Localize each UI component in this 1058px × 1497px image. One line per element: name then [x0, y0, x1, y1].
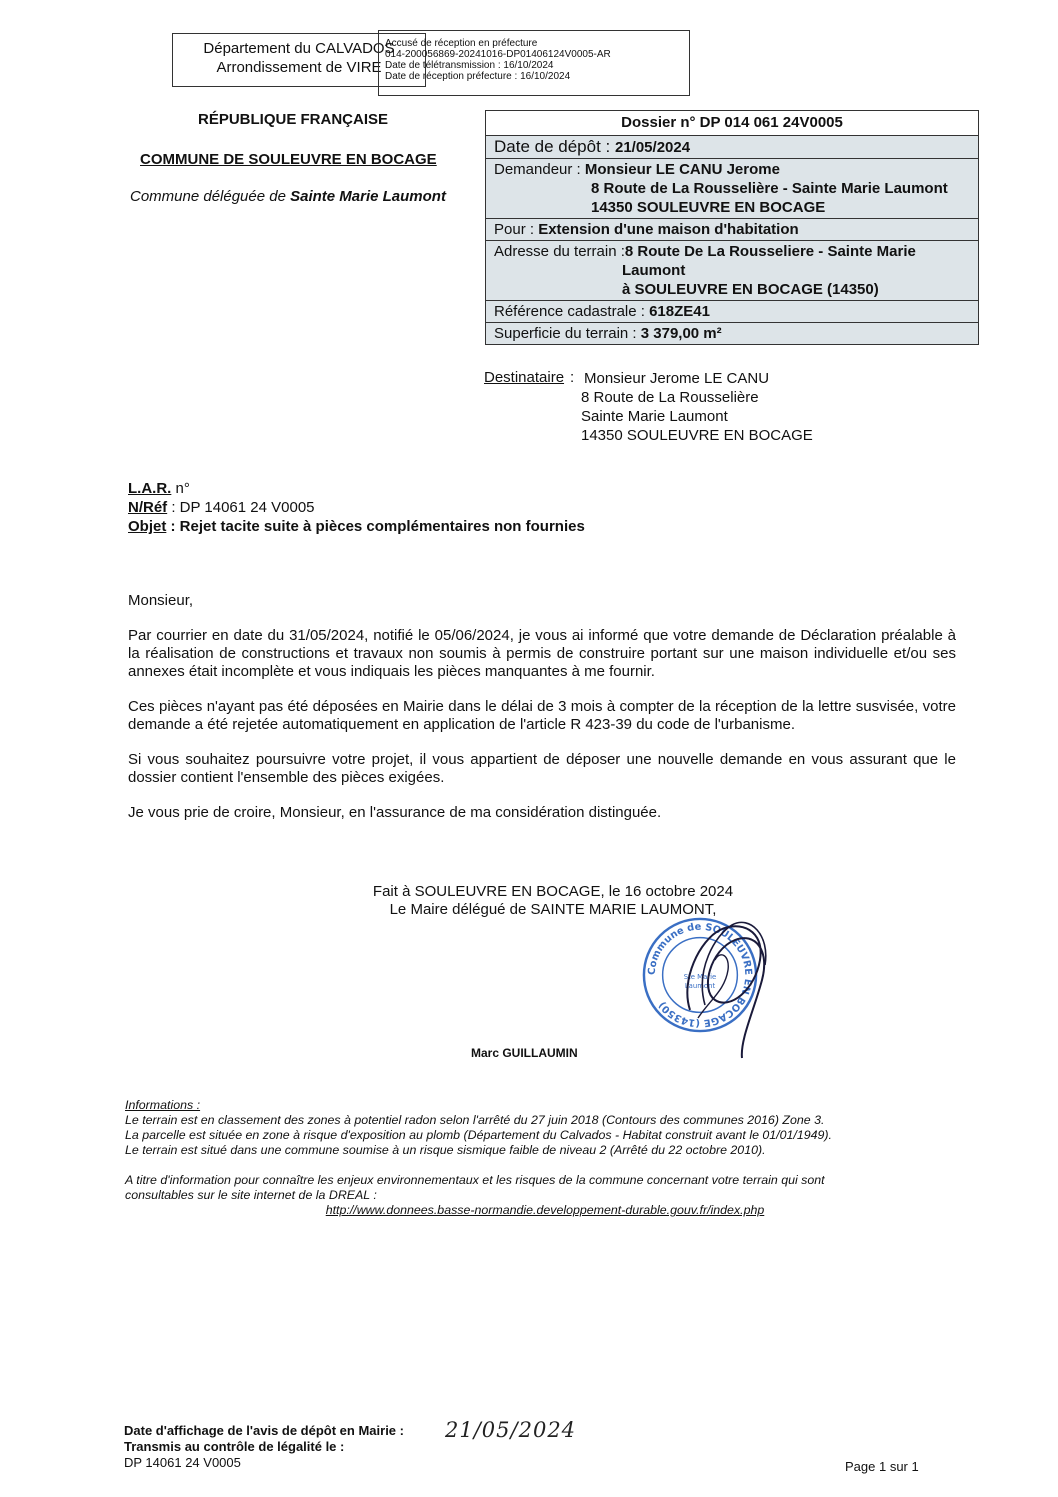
svg-text:Commune de SOULEUVRE EN BOCAGE: Commune de SOULEUVRE EN BOCAGE (14350): [646, 921, 754, 1029]
destinataire-line: 8 Route de La Rousselière: [581, 389, 759, 406]
objet-line: [128, 517, 585, 536]
destinataire-line: Sainte Marie Laumont: [581, 408, 728, 425]
salutation: Monsieur,: [128, 592, 194, 609]
body-paragraph: Ces pièces n'ayant pas été déposées en Mairie dans le délai de 3 mois à compter de la réception de la lettre susvisée, votre demande a été rejetée automatiquement en application de l'article R 423-39 du code de l'urbanisme.: [128, 698, 956, 733]
destinataire-label-text: Destinataire: [484, 369, 565, 386]
destinataire-separator: :: [570, 369, 575, 386]
cadastre-row: [486, 301, 978, 323]
stamp-line: Date de réception préfecture : 16/10/2024: [385, 71, 571, 82]
svg-text:Ste Marie: Ste Marie: [683, 972, 717, 981]
handwritten-signature: [670, 900, 780, 1060]
nref-label: N/Réf: [128, 499, 168, 516]
dossier-box: [485, 110, 979, 345]
affichage-label: Date d'affichage de l'avis de dépôt en Mairie :: [124, 1423, 404, 1438]
stamp-line: Date de télétransmission : 16/10/2024: [385, 60, 554, 71]
handwritten-affichage-date: 21/05/2024: [445, 1418, 577, 1442]
footer-reference: DP 14061 24 V0005: [124, 1455, 241, 1470]
demandeur-address-line: 14350 SOULEUVRE EN BOCAGE: [591, 199, 826, 216]
body-paragraph: Si vous souhaitez poursuivre votre projet, il vous appartient de déposer une nouvelle demande en vous assurant que le dossier contient l'ensemble des pièces exigées.: [128, 751, 956, 786]
nref-value: : DP 14061 24 V0005: [167, 499, 315, 516]
informations-heading: Informations :: [125, 1098, 201, 1112]
deleguee-prefix: Commune déléguée de: [130, 188, 291, 205]
references-block: [128, 479, 585, 536]
signer-name: Marc GUILLAUMIN: [471, 1046, 578, 1060]
dossier-title: Dossier n° DP 014 061 24V0005: [486, 111, 978, 136]
footer-block: [124, 1423, 404, 1471]
dreal-note: consultables sur le site internet de la DREAL :: [125, 1188, 377, 1202]
republique-heading: RÉPUBLIQUE FRANÇAISE: [198, 111, 389, 128]
pour-label: Pour :: [494, 221, 539, 238]
date-depot-value: 21/05/2024: [614, 139, 691, 156]
date-depot-row: [486, 136, 978, 159]
commune-heading: COMMUNE DE SOULEUVRE EN BOCAGE: [140, 151, 437, 168]
svg-text:Laumont: Laumont: [684, 981, 716, 990]
information-line: Le terrain est en classement des zones à potentiel radon selon l'arrêté du 27 juin 2018 (Contours des communes 2016) Zone 3.: [125, 1113, 825, 1127]
department-name: Département du CALVADOS: [203, 40, 395, 57]
demandeur-name: Monsieur LE CANU Jerome: [584, 161, 780, 178]
adresse-line: 8 Route De La Rousseliere - Sainte Marie: [624, 243, 916, 260]
deleguee-name: Sainte Marie Laumont: [290, 188, 446, 205]
fait-a-line: Fait à SOULEUVRE EN BOCAGE, le 16 octobre 2024: [372, 883, 734, 900]
body-paragraph: Par courrier en date du 31/05/2024, notifié le 05/06/2024, je vous ai informé que votre demande de Déclaration préalable à la réalisation de constructions et travaux non soumis à permis de construire portant sur une maison individuelle et/ou ses annexes était incomplète et vous indiquais les pièces manquantes à me fournir.: [128, 627, 956, 680]
lar-value: n°: [171, 480, 190, 497]
superficie-label: Superficie du terrain :: [494, 325, 641, 342]
cadastre-label: Référence cadastrale :: [494, 303, 650, 320]
prefecture-receipt-stamp: [378, 30, 690, 96]
dreal-link[interactable]: http://www.donnees.basse-normandie.developpement-durable.gouv.fr/index.php: [325, 1203, 765, 1217]
commune-deleguee: [130, 188, 446, 205]
demandeur-label: Demandeur :: [494, 161, 585, 178]
adresse-line: à SOULEUVRE EN BOCAGE (14350): [622, 281, 879, 298]
adresse-terrain-row: [486, 241, 978, 301]
demandeur-row: [486, 159, 978, 219]
adresse-label: Adresse du terrain :: [494, 243, 625, 260]
objet-label: Objet: [128, 518, 167, 535]
informations-block: [125, 1098, 965, 1218]
information-line: La parcelle est située en zone à risque d'exposition au plomb (Département du Calvados - Habitat construit avant le 01/01/1949).: [125, 1128, 832, 1142]
nref-line: [128, 498, 585, 517]
destinataire-line: Monsieur Jerome LE CANU: [584, 370, 770, 387]
pour-value: Extension d'une maison d'habitation: [538, 221, 799, 238]
spacer: [125, 1158, 965, 1173]
letter-body: [128, 592, 956, 839]
pour-row: [486, 219, 978, 241]
destinataire-line: 14350 SOULEUVRE EN BOCAGE: [581, 427, 813, 444]
stamp-line: 014-200056869-20241016-DP01406124V0005-AR: [385, 49, 611, 60]
destinataire-label: [484, 369, 564, 386]
transmis-label: Transmis au contrôle de légalité le :: [124, 1439, 345, 1454]
date-depot-label: Date de dépôt :: [494, 137, 615, 156]
cadastre-value: 618ZE41: [649, 303, 710, 320]
lar-line: [128, 479, 585, 498]
superficie-row: [486, 323, 978, 344]
dreal-note: A titre d'information pour connaître les enjeux environnementaux et les risques de la commune concernant votre terrain qui sont: [125, 1173, 825, 1187]
information-line: Le terrain est situé dans une commune soumise à un risque sismique faible de niveau 2 (Arrêté du 22 octobre 2010).: [125, 1143, 766, 1157]
objet-value: : Rejet tacite suite à pièces complémentaires non fournies: [166, 518, 585, 535]
stamp-line: Accusé de réception en préfecture: [385, 38, 538, 49]
lar-label: L.A.R.: [128, 480, 172, 497]
adresse-line: Laumont: [622, 262, 686, 279]
demandeur-address-line: 8 Route de La Rousselière - Sainte Marie Laumont: [591, 180, 948, 197]
arrondissement-name: Arrondissement de VIRE: [216, 59, 382, 76]
page-number: Page 1 sur 1: [845, 1459, 919, 1474]
closing-paragraph: Je vous prie de croire, Monsieur, en l'assurance de ma considération distinguée.: [128, 804, 662, 821]
maire-line: Le Maire délégué de SAINTE MARIE LAUMONT,: [389, 901, 717, 918]
destinataire-address: [581, 369, 813, 445]
superficie-value: 3 379,00 m²: [640, 325, 722, 342]
